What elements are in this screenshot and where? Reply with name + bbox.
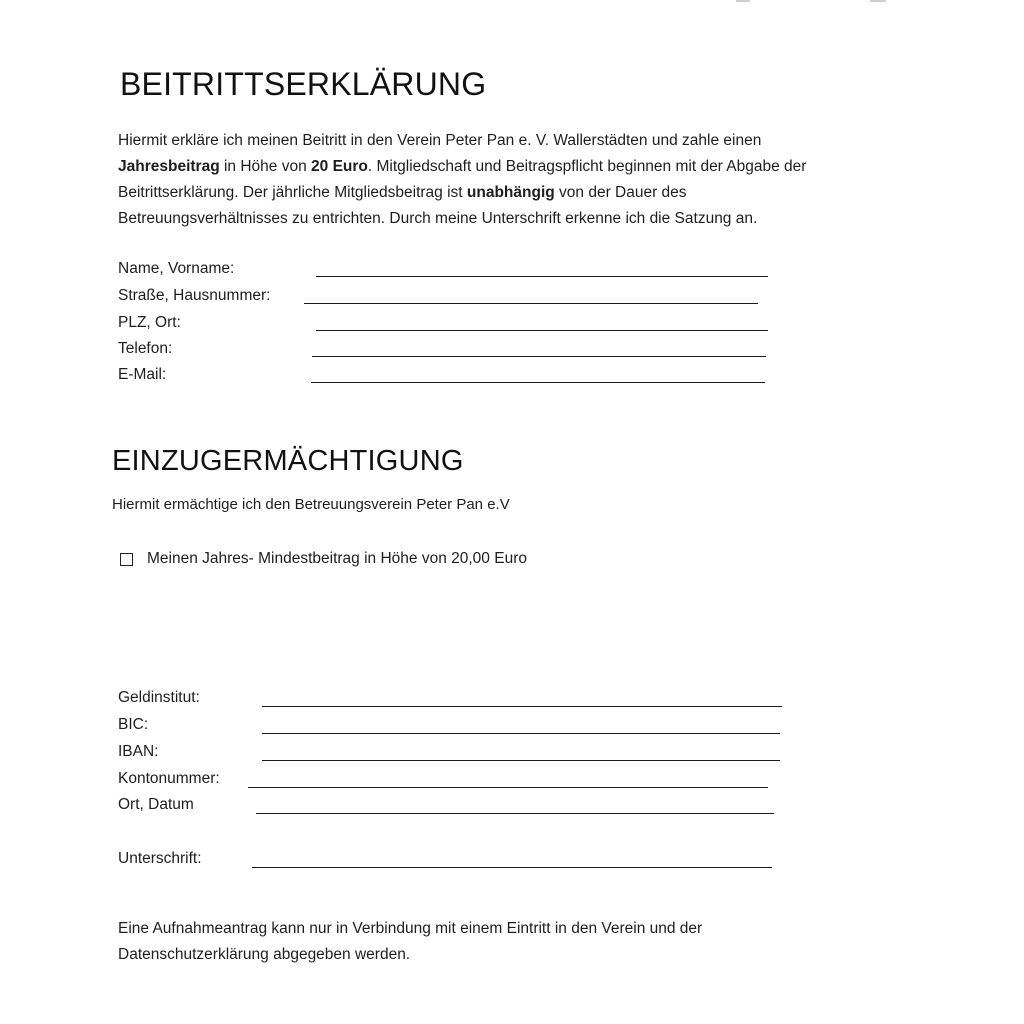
email-field[interactable] [311,382,765,383]
page-edge-mark [736,0,886,4]
bic-label: BIC: [118,716,149,733]
direct-debit-title: EINZUGERMÄCHTIGUNG [112,445,464,477]
intro-bold-amount: 20 Euro [311,158,368,175]
name-field[interactable] [316,276,768,277]
footer-note [118,916,878,968]
intro-line: Hiermit erkläre ich meinen Beitritt in den Verein Peter Pan e. V. Wallerstädten und zahle einen [118,132,762,149]
bic-field[interactable] [262,733,780,734]
email-label: E-Mail: [118,366,167,383]
iban-label: IBAN: [118,743,159,760]
intro-line: Betreuungsverhältnisses zu entrichten. Durch meine Unterschrift erkenne ich die Satzung an. [118,210,758,227]
phone-label: Telefon: [118,340,173,357]
intro-line: Jahresbeitrag in Höhe von 20 Euro. Mitgliedschaft und Beitragspflicht beginnen mit der Abgabe der [118,158,807,175]
name-label: Name, Vorname: [118,260,235,277]
zip-city-label: PLZ, Ort: [118,314,181,331]
membership-title: BEITRITTSERKLÄRUNG [120,66,487,102]
bank-label: Geldinstitut: [118,689,200,706]
phone-field[interactable] [312,356,766,357]
authorization-text: Hiermit ermächtige ich den Betreuungsverein Peter Pan e.V [112,496,510,513]
footer-note-line: Datenschutzerklärung abgegeben werden. [118,946,411,963]
intro-bold-annual-fee: Jahresbeitrag [118,158,220,175]
account-number-field[interactable] [248,787,768,788]
signature-label: Unterschrift: [118,850,202,867]
iban-field[interactable] [262,760,780,761]
place-date-field[interactable] [256,813,774,814]
intro-line: Beitrittserklärung. Der jährliche Mitgliedsbeitrag ist unabhängig von der Dauer des [118,184,687,201]
zip-city-field[interactable] [316,330,768,331]
membership-intro [118,128,908,232]
footer-note-line: Eine Aufnahmeantrag kann nur in Verbindung mit einem Eintritt in den Verein und der [118,920,703,937]
place-date-label: Ort, Datum [118,796,194,813]
signature-field[interactable] [252,867,772,868]
bank-field[interactable] [262,706,782,707]
annual-fee-option[interactable] [120,550,527,568]
street-field[interactable] [304,303,758,304]
street-label: Straße, Hausnummer: [118,287,271,304]
checkbox[interactable] [120,553,133,566]
intro-bold-independent: unabhängig [466,184,555,201]
account-number-label: Kontonummer: [118,770,220,787]
annual-fee-option-label: Meinen Jahres- Mindestbeitrag in Höhe von 20,00 Euro [147,550,527,567]
